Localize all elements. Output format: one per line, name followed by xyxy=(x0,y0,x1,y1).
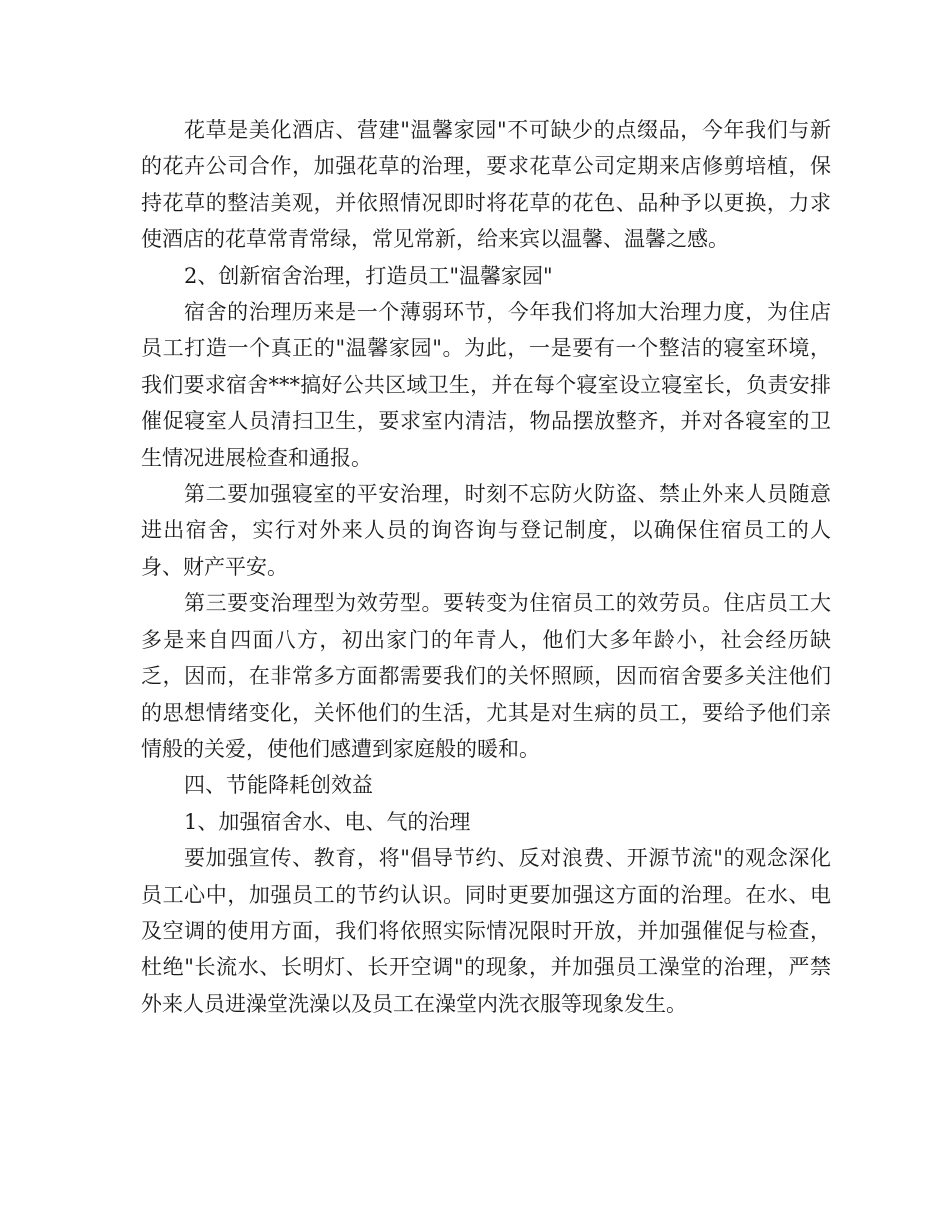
heading-energy-saving: 四、节能降耗创效益 xyxy=(184,773,373,798)
heading-utilities-management: 1、加强宿舍水、电、气的治理 xyxy=(184,809,471,834)
paragraph-flower-management: 花草是美化酒店、营建"温馨家园"不可缺少的点缀品，今年我们与新的花卉公司合作，加强花草的治理，要求花草公司定期来店修剪培植，保持花草的整洁美观，并依照情况即时将花草的花色、品种予以更换，力求使酒店的花草常青常绿，常见常新，给来宾以温馨、温馨之感。 xyxy=(141,118,831,252)
heading-dormitory-innovation: 2、创新宿舍治理，打造员工"温馨家园" xyxy=(184,263,553,288)
paragraph-utilities-conservation: 要加强宣传、教育，将"倡导节约、反对浪费、开源节流"的观念深化员工心中，加强员工的节约认识。同时更要加强这方面的治理。在水、电及空调的使用方面，我们将依照实际情况限时开放，并加强催促与检查，杜绝"长流水、长明灯、长开空调"的现象，并加强员工澡堂的治理，严禁外来人员进澡堂洗澡以及员工在澡堂内洗衣服等现象发生。 xyxy=(141,846,831,1016)
document-body xyxy=(141,112,831,1022)
paragraph-service-orientation: 第三要变治理型为效劳型。要转变为住宿员工的效劳员。住店员工大多是来自四面八方，初出家门的年青人，他们大多年龄小，社会经历缺乏，因而，在非常多方面都需要我们的关怀照顾，因而宿舍要多关注他们的思想情绪变化，关怀他们的生活，尤其是对生病的员工，要给予他们亲情般的关爱，使他们感遭到家庭般的暖和。 xyxy=(141,591,831,761)
paragraph-dormitory-safety: 第二要加强寝室的平安治理，时刻不忘防火防盗、禁止外来人员随意进出宿舍，实行对外来人员的询咨询与登记制度，以确保住宿员工的人身、财产平安。 xyxy=(141,482,831,579)
paragraph-dormitory-environment: 宿舍的治理历来是一个薄弱环节，今年我们将加大治理力度，为住店员工打造一个真正的"温馨家园"。为此，一是要有一个整洁的寝室环境，我们要求宿舍***搞好公共区域卫生，并在每个寝室设立寝室长，负责安排催促寝室人员清扫卫生，要求室内清洁，物品摆放整齐，并对各寝室的卫生情况进展检查和通报。 xyxy=(141,300,831,470)
